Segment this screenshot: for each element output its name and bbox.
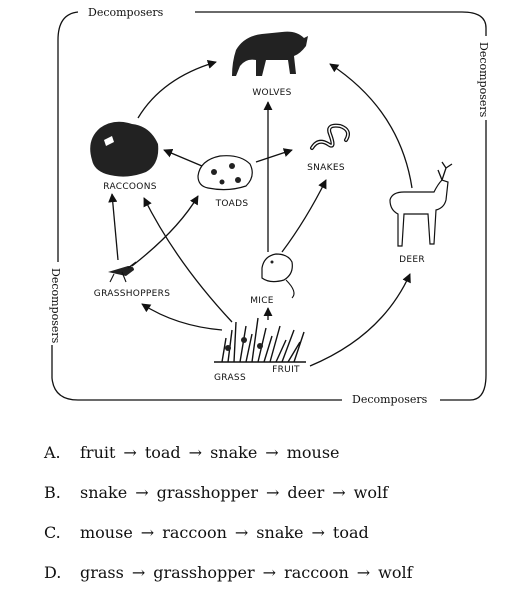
option-a[interactable] [44,432,484,472]
snake-icon [312,126,348,148]
decomposers-label-bottom: Decomposers [352,393,428,406]
chain-item: raccoon [162,522,227,542]
chain-item: fruit [80,442,116,462]
arrow-glyph: → [135,482,149,502]
arrow-toads-to-snakes [256,150,292,162]
organism-label-raccoons: RACCOONS [103,182,157,192]
chain-item: mouse [80,522,133,542]
chain-item: mouse [286,442,340,462]
chain-item: raccoon [284,562,349,582]
organism-label-snakes: SNAKES [307,163,345,173]
arrow-glyph: → [262,562,277,582]
option-b[interactable] [44,472,484,512]
arrow-glyph: → [332,482,346,502]
arrow-glyph: → [140,522,155,542]
chain-item: snake [210,442,258,462]
arrow-grass-to-grasshoppers [142,304,222,330]
organism-label-toads: TOADS [215,199,249,209]
arrow-grasshoppers-to-raccoons [112,194,118,260]
chain-item: grasshopper [153,562,255,582]
option-letter: B. [44,482,61,502]
chain-item: snake [80,482,128,502]
organism-label-wolves: WOLVES [252,88,292,98]
chain-item: wolf [353,482,389,502]
chain-item: grass [80,562,124,582]
organism-label-mice: MICE [250,296,274,306]
arrow-mice-to-snakes [282,180,326,252]
arrow-glyph: → [234,522,249,542]
raccoon-icon [90,122,158,177]
arrow-glyph: → [188,442,203,462]
option-d[interactable] [44,552,484,592]
arrow-glyph: → [311,522,325,542]
decomposers-label-top: Decomposers [88,6,164,19]
arrow-fruit-to-raccoons [144,198,232,322]
organism-label-deer: DEER [399,255,425,265]
chain-item: grasshopper [156,482,259,502]
arrow-glyph: → [265,442,279,462]
arrow-toads-to-raccoons [164,150,202,166]
answer-options [44,432,484,592]
arrow-grasshoppers-to-toads [132,196,198,266]
option-letter: A. [44,442,61,462]
decomposers-label-right: Decomposers [477,42,490,118]
toad-icon [198,156,252,190]
chain-item: toad [332,522,369,542]
option-letter: C. [44,522,61,542]
chain-item: deer [287,482,325,502]
arrow-fruit-to-deer [310,274,410,366]
arrow-glyph: → [123,442,137,462]
grass-icon [214,318,306,362]
decomposers-label-left: Decomposers [49,268,62,344]
chain-item: wolf [378,562,413,582]
arrow-raccoon-to-wolves [138,62,216,118]
arrow-glyph: → [131,562,146,582]
organism-label-fruit: FRUIT [272,365,300,375]
arrow-glyph: → [266,482,280,502]
chain-item: toad [144,442,181,462]
organism-label-grass: GRASS [214,373,246,383]
food-web-arrows [112,62,412,366]
grasshopper-icon [108,262,136,282]
arrow-glyph: → [356,562,371,582]
option-c[interactable] [44,512,484,552]
mouse-icon [262,254,294,298]
organism-label-grasshoppers: GRASSHOPPERS [93,289,171,299]
option-letter: D. [44,562,62,582]
chain-item: snake [256,522,304,542]
wolf-icon [232,32,308,76]
deer-icon [390,162,452,246]
